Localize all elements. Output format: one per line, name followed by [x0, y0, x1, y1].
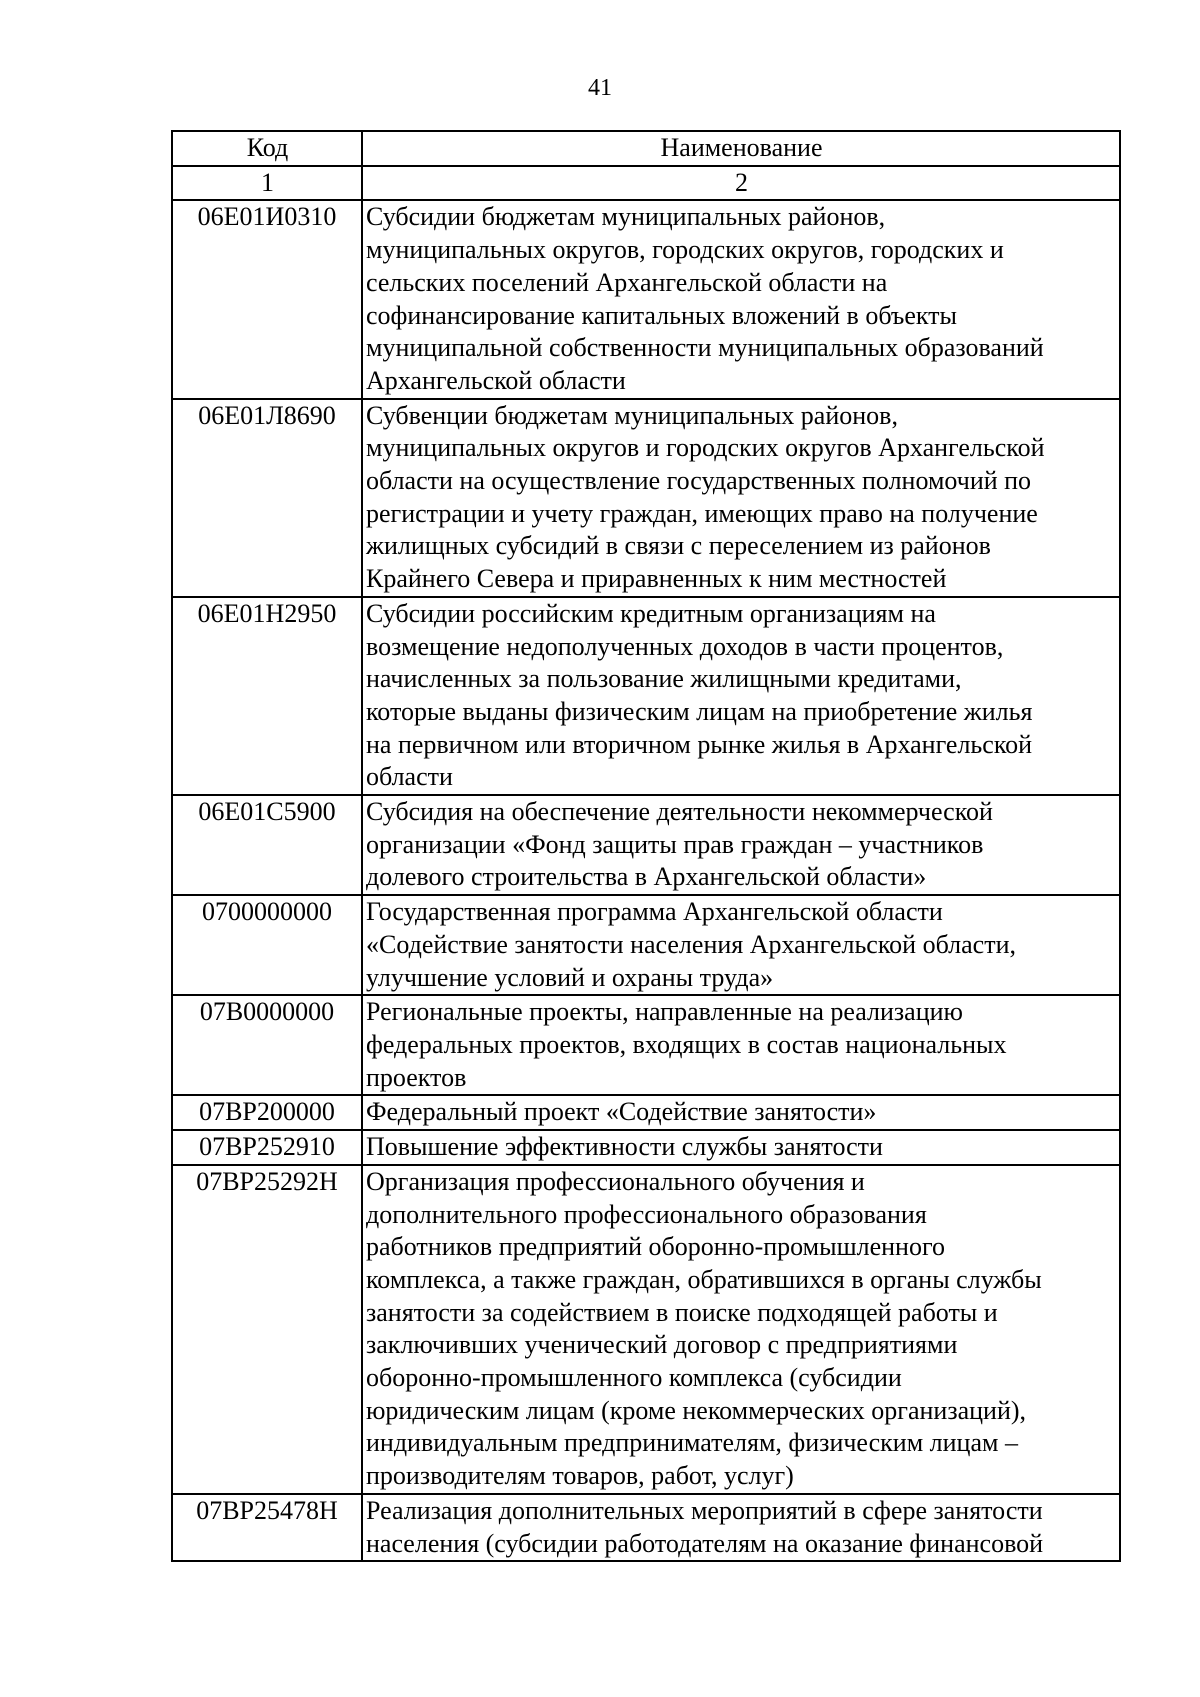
table-row — [172, 200, 1120, 398]
row-code: 07ВР252910 — [172, 1130, 362, 1165]
column-header-name: Наименование — [362, 131, 1120, 166]
row-code: 07ВР200000 — [172, 1095, 362, 1130]
table-row — [172, 895, 1120, 995]
row-name-line: проектов — [366, 1062, 467, 1092]
row-name-line: Субвенции бюджетам муниципальных районов, — [366, 400, 898, 430]
row-code: 07ВР25292Н — [172, 1165, 362, 1494]
table-row — [172, 795, 1120, 895]
table-row — [172, 1494, 1120, 1561]
row-name-line: «Содействие занятости населения Архангельской области, — [366, 929, 1016, 959]
row-name-line: муниципальных округов и городских округов Архангельской — [366, 433, 1045, 463]
row-name-line: долевого строительства в Архангельской области» — [366, 862, 927, 892]
row-name-line: муниципальных округов, городских округов, городских и — [366, 235, 1004, 265]
row-name-line: оборонно-промышленного комплекса (субсидии — [366, 1363, 902, 1393]
row-name-line: сельских поселений Архангельской области на — [366, 267, 888, 297]
row-name — [362, 995, 1120, 1095]
table-body — [172, 200, 1120, 1561]
table-row — [172, 995, 1120, 1095]
row-name-line: возмещение недополученных доходов в части процентов, — [366, 631, 1004, 661]
row-name — [362, 1165, 1120, 1494]
row-name-line: населения (субсидии работодателям на оказание финансовой — [366, 1528, 1044, 1558]
table-row — [172, 1165, 1120, 1494]
row-name — [362, 1494, 1120, 1561]
row-name-line: юридическим лицам (кроме некоммерческих организаций), — [366, 1395, 1027, 1425]
row-name-line: области — [366, 762, 453, 792]
row-name-line: начисленных за пользование жилищными кредитами, — [366, 664, 962, 694]
row-name-line: производителям товаров, работ, услуг) — [366, 1461, 794, 1491]
row-name-line: регистрации и учету граждан, имеющих право на получение — [366, 498, 1038, 528]
row-name — [362, 795, 1120, 895]
row-name-line: области на осуществление государственных полномочий по — [366, 466, 1032, 496]
row-name — [362, 597, 1120, 795]
column-number-1: 1 — [172, 166, 362, 201]
row-name — [362, 1130, 1120, 1165]
row-name-line: Региональные проекты, направленные на реализацию — [366, 997, 963, 1027]
table-row — [172, 1130, 1120, 1165]
row-name-line: улучшение условий и охраны труда» — [366, 962, 774, 992]
row-name-line: Субсидии российским кредитным организациям на — [366, 598, 936, 628]
budget-code-table — [171, 130, 1121, 1562]
row-name-line: организации «Фонд защиты прав граждан – участников — [366, 829, 984, 859]
column-number-row — [172, 166, 1120, 201]
row-name-line: Федеральный проект «Содействие занятости» — [366, 1097, 877, 1127]
row-name-line: индивидуальным предпринимателям, физическим лицам – — [366, 1428, 1018, 1458]
row-name-line: на первичном или вторичном рынке жилья в Архангельской — [366, 729, 1033, 759]
row-name-line: которые выданы физическим лицам на приобретение жилья — [366, 696, 1033, 726]
page-number: 41 — [588, 75, 612, 101]
row-name-line: занятости за содействием в поиске подходящей работы и — [366, 1297, 998, 1327]
row-name-line: заключивших ученический договор с предприятиями — [366, 1330, 958, 1360]
row-name-line: Повышение эффективности службы занятости — [366, 1132, 883, 1162]
row-code: 07ВР25478Н — [172, 1494, 362, 1561]
row-name — [362, 200, 1120, 398]
row-name-line: Крайнего Севера и приравненных к ним местностей — [366, 564, 947, 594]
row-code: 06Е01И0310 — [172, 200, 362, 398]
column-number-2: 2 — [362, 166, 1120, 201]
row-code: 06Е01С5900 — [172, 795, 362, 895]
row-code: 06Е01Н2950 — [172, 597, 362, 795]
row-name-line: федеральных проектов, входящих в состав национальных — [366, 1029, 1007, 1059]
table-header-row — [172, 131, 1120, 166]
row-name-line: жилищных субсидий в связи с переселением из районов — [366, 531, 991, 561]
row-name-line: муниципальной собственности муниципальных образований — [366, 333, 1044, 363]
table-row — [172, 1095, 1120, 1130]
row-name-line: дополнительного профессионального образования — [366, 1199, 927, 1229]
row-name-line: софинансирование капитальных вложений в объекты — [366, 300, 958, 330]
row-name-line: работников предприятий оборонно-промышленного — [366, 1232, 945, 1262]
table-row — [172, 597, 1120, 795]
table-row — [172, 399, 1120, 597]
row-name-line: Архангельской области — [366, 365, 626, 395]
row-name-line: Субсидии бюджетам муниципальных районов, — [366, 202, 886, 232]
row-name — [362, 1095, 1120, 1130]
column-header-code: Код — [172, 131, 362, 166]
row-name-line: комплекса, а также граждан, обратившихся в органы службы — [366, 1264, 1042, 1294]
row-code: 07В0000000 — [172, 995, 362, 1095]
row-name-line: Государственная программа Архангельской области — [366, 897, 943, 927]
row-code: 06Е01Л8690 — [172, 399, 362, 597]
row-name-line: Реализация дополнительных мероприятий в сфере занятости — [366, 1495, 1043, 1525]
row-name — [362, 399, 1120, 597]
row-name-line: Организация профессионального обучения и — [366, 1166, 865, 1196]
row-name — [362, 895, 1120, 995]
row-name-line: Субсидия на обеспечение деятельности некоммерческой — [366, 797, 993, 827]
row-code: 0700000000 — [172, 895, 362, 995]
